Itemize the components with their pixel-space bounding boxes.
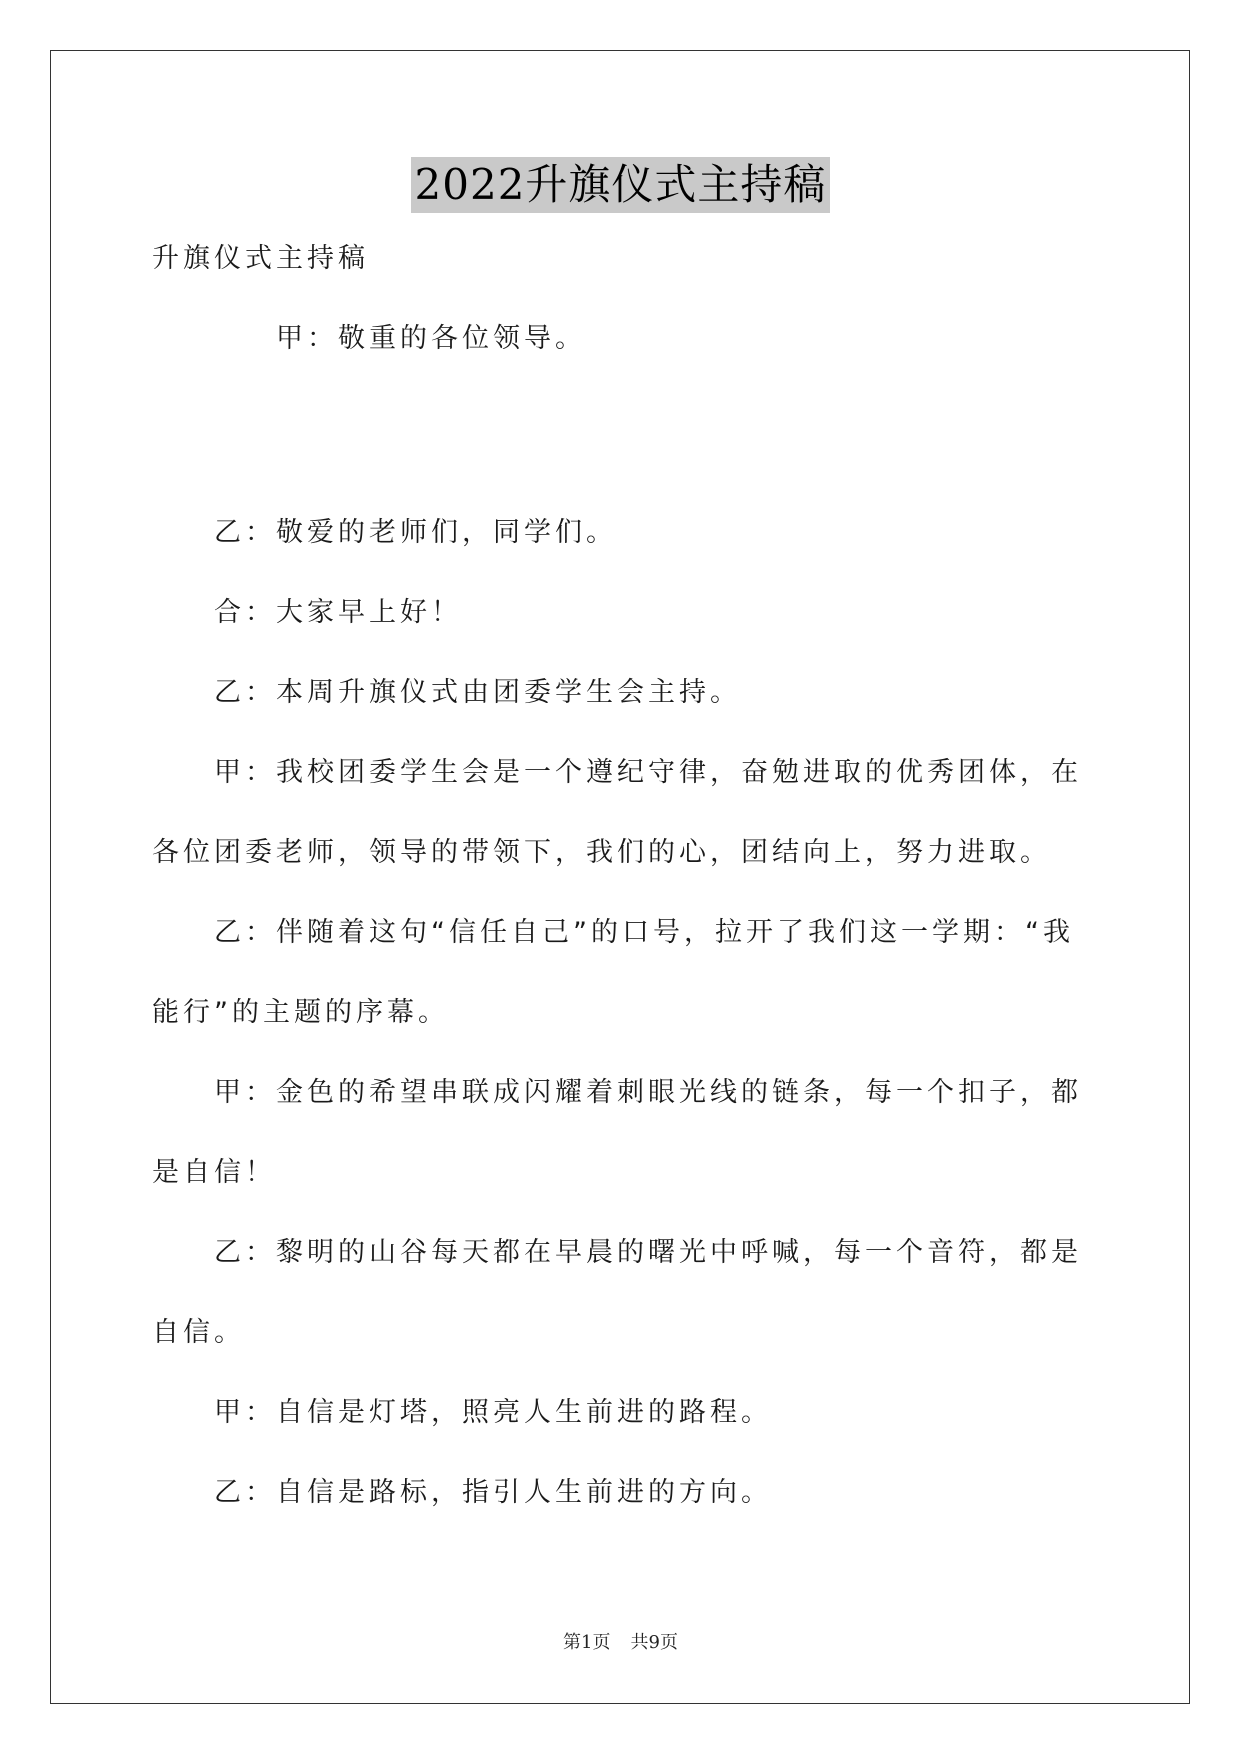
page-total: 共9页	[630, 1632, 678, 1653]
paragraph-line: 乙：黎明的山谷每天都在早晨的曙光中呼喊，每一个音符，都是	[214, 1237, 1082, 1268]
paragraph-line: 乙：伴随着这句“信任自己”的口号，拉开了我们这一学期：“我	[214, 917, 1074, 948]
paragraph-line: 各位团委老师，领导的带领下，我们的心，团结向上，努力进取。	[152, 837, 1051, 868]
page-frame	[50, 50, 1190, 1704]
page-footer	[0, 1628, 1241, 1654]
paragraph-line: 乙：自信是路标，指引人生前进的方向。	[214, 1477, 772, 1508]
paragraph-line: 合：大家早上好！	[214, 597, 462, 628]
paragraph-line: 能行”的主题的序幕。	[152, 997, 449, 1028]
subtitle-line: 升旗仪式主持稿	[152, 243, 369, 274]
paragraph-line: 甲：自信是灯塔，照亮人生前进的路程。	[214, 1397, 772, 1428]
document-title	[0, 157, 1241, 213]
paragraph-line: 甲：敬重的各位领导。	[276, 323, 586, 354]
paragraph-line: 甲：我校团委学生会是一个遵纪守律，奋勉进取的优秀团体，在	[214, 757, 1082, 788]
paragraph-line: 乙：敬爱的老师们，同学们。	[214, 517, 617, 548]
paragraph-line: 是自信！	[152, 1157, 276, 1188]
paragraph-line: 乙：本周升旗仪式由团委学生会主持。	[214, 677, 741, 708]
document-title-text: 2022升旗仪式主持稿	[411, 157, 831, 213]
paragraph-line: 甲：金色的希望串联成闪耀着刺眼光线的链条，每一个扣子，都	[214, 1077, 1082, 1108]
paragraph-line: 自信。	[152, 1317, 245, 1348]
page-number: 第1页	[563, 1632, 611, 1653]
